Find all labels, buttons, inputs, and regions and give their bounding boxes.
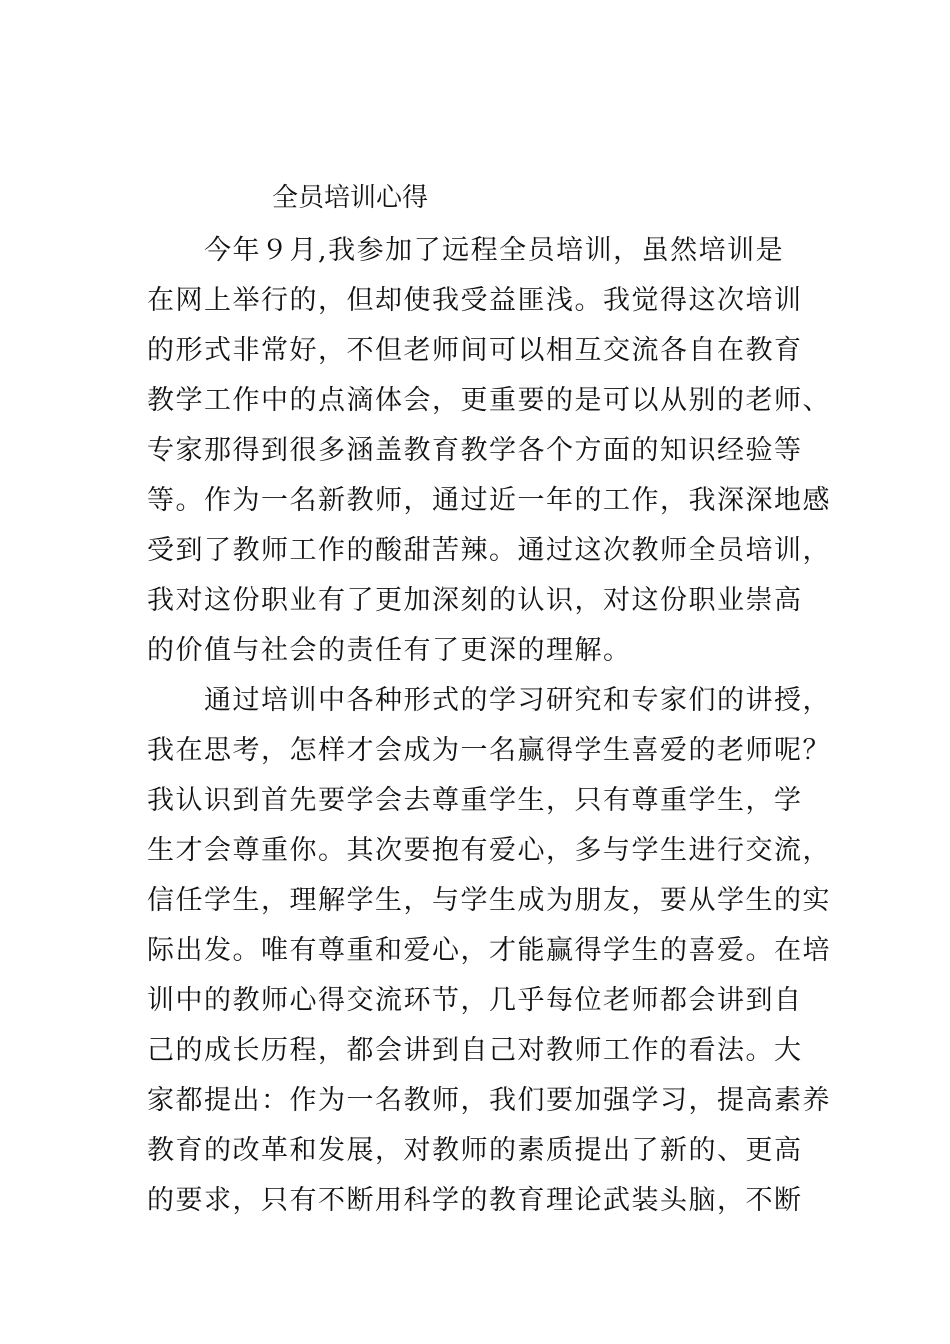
paragraph-1 — [147, 226, 831, 676]
paragraph-line: 的价值与社会的责任有了更深的理解。 — [147, 635, 632, 666]
paragraph-line: 受到了教师工作的酸甜苦辣。通过这次教师全员培训， — [147, 535, 831, 566]
paragraph-line: 今年９月,我参加了远程全员培训，虽然培训是 — [204, 235, 785, 266]
paragraph-line: 己的成长历程，都会讲到自己对教师工作的看法。大 — [147, 1035, 803, 1066]
paragraph-line: 我认识到首先要学会去尊重学生，只有尊重学生，学 — [147, 785, 803, 816]
paragraph-line: 家都提出：作为一名教师，我们要加强学习，提高素养 — [147, 1085, 831, 1116]
paragraph-line: 专家那得到很多涵盖教育教学各个方面的知识经验等 — [147, 435, 803, 466]
paragraph-line: 训中的教师心得交流环节，几乎每位老师都会讲到自 — [147, 985, 803, 1016]
document-title: 全员培训心得 — [272, 183, 429, 213]
paragraph-line: 的要求，只有不断用科学的教育理论武装头脑，不断 — [147, 1185, 803, 1216]
paragraph-line: 教育的改革和发展，对教师的素质提出了新的、更高 — [147, 1135, 803, 1166]
paragraph-line: 我在思考，怎样才会成为一名赢得学生喜爱的老师呢？ — [147, 735, 831, 766]
paragraph-2 — [147, 676, 831, 1226]
paragraph-line: 等。作为一名新教师，通过近一年的工作，我深深地感 — [147, 485, 831, 516]
paragraph-line: 生才会尊重你。其次要抱有爱心，多与学生进行交流， — [147, 835, 831, 866]
paragraph-line: 我对这份职业有了更加深刻的认识，对这份职业崇高 — [147, 585, 803, 616]
paragraph-line: 通过培训中各种形式的学习研究和专家们的讲授， — [204, 685, 831, 716]
document-body — [147, 226, 831, 1226]
paragraph-line: 的形式非常好，不但老师间可以相互交流各自在教育 — [147, 335, 803, 366]
paragraph-line: 际出发。唯有尊重和爱心，才能赢得学生的喜爱。在培 — [147, 935, 831, 966]
paragraph-line: 在网上举行的，但却使我受益匪浅。我觉得这次培训 — [147, 285, 803, 316]
paragraph-line: 信任学生，理解学生，与学生成为朋友，要从学生的实 — [147, 885, 831, 916]
paragraph-line: 教学工作中的点滴体会，更重要的是可以从别的老师、 — [147, 385, 831, 416]
